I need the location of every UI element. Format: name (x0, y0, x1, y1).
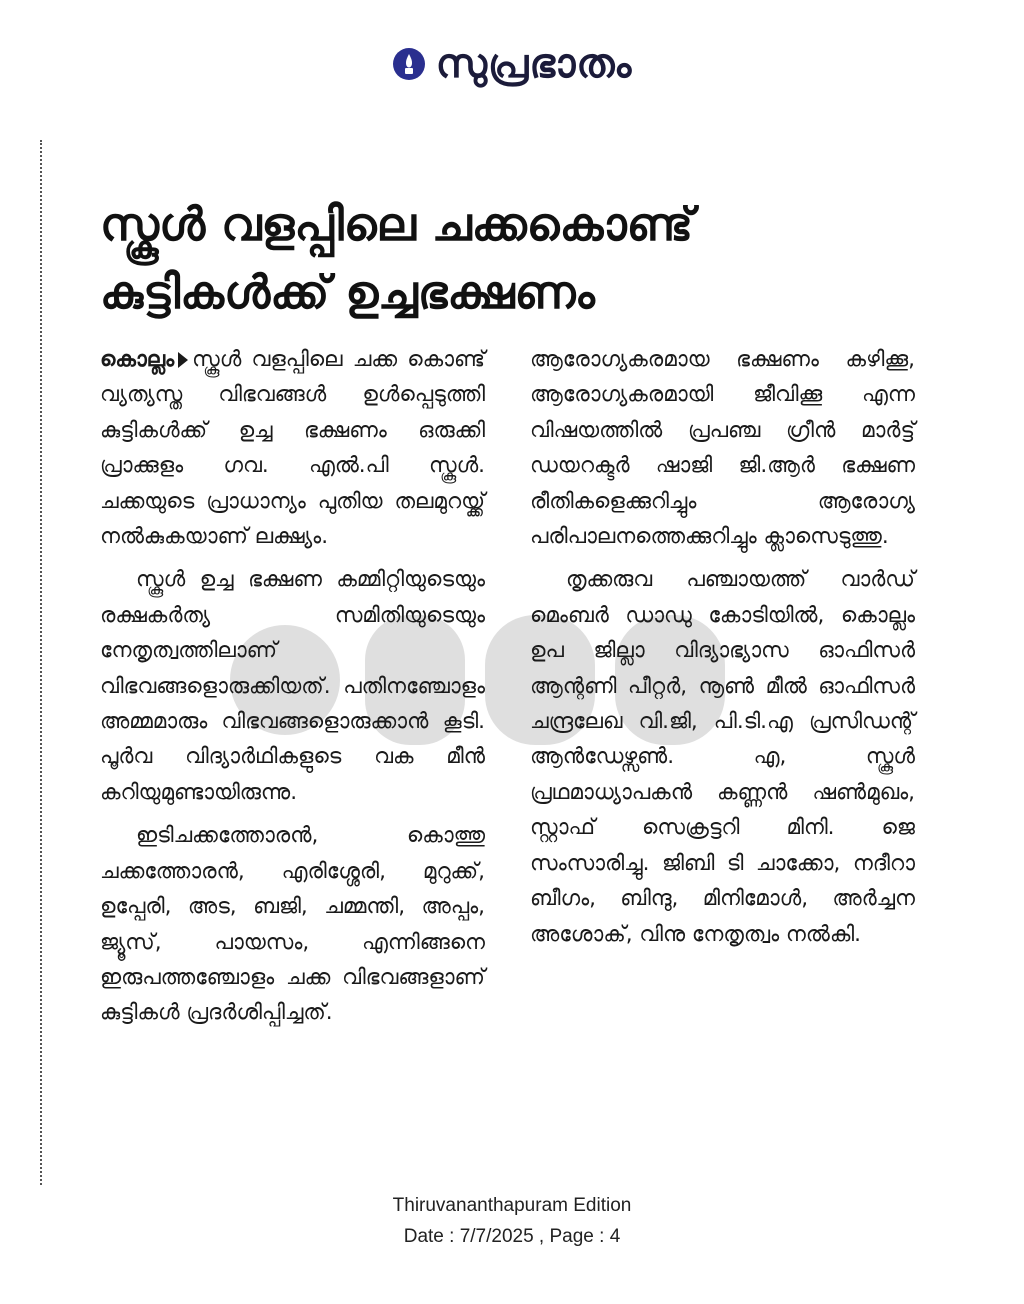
masthead-title: സുപ്രഭാതം (435, 41, 633, 87)
paragraph-text: സ്കൂൾ വളപ്പിലെ ചക്ക കൊണ്ട് വ്യത്യസ്ത വിഭവങ്ങൾ ഉൾപ്പെടുത്തി കുട്ടികൾക്ക് ഉച്ച ഭക്ഷണം ഒരുക്കി പ്രാക്കുളം ഗവ. എൽ.പി സ്കൂൾ. ചക്കയുടെ പ്രാധാന്യം പുതിയ തലമുറയ്ക്ക് നൽകുകയാണ് ലക്ഷ്യം. (100, 347, 485, 550)
dateline-arrow-icon (178, 352, 188, 368)
paragraph: സ്കൂൾ ഉച്ച ഭക്ഷണ കമ്മിറ്റിയുടെയും രക്ഷകർത്യ സമിതിയുടെയും നേതൃത്വത്തിലാണ് വിഭവങ്ങളൊരുക്കിയത്. പതിനഞ്ചോളം അമ്മമാരും വിഭവങ്ങളൊരുക്കാൻ കൂടി. പൂർവ വിദ്യാർഥികളുടെ വക മീൻ കറിയുമുണ്ടായിരുന്നു. (100, 567, 485, 805)
column-divider (40, 140, 42, 1185)
article-column-2 (530, 342, 915, 1142)
headline-line-1: സ്കൂൾ വളപ്പിലെ ചക്കകൊണ്ട് (100, 197, 694, 251)
paragraph: തൃക്കരുവ പഞ്ചായത്ത് വാർഡ് മെംബർ ഡാഡു കോടിയിൽ, കൊല്ലം ഉപ ജില്ലാ വിദ്യാഭ്യാസ ഓഫിസർ ആന്റണി പീറ്റർ, നൂൺ മീൽ ഓഫിസർ ചന്ദ്രലേഖ വി.ജി, പി.ടി.എ പ്രസിഡന്റ് ആൻഡേഴ്സൺ. എ, സ്കൂൾ പ്രഥമാധ്യാപകൻ കണ്ണൻ ഷൺമുഖം, സ്റ്റാഫ് സെക്രട്ടറി മിനി. ജെ സംസാരിച്ചു. ജിബി ടി ചാക്കോ, നദീറാ ബീഗം, ബിന്ദു, മിനിമോൾ, അർച്ചന അശോക്, വിനു നേതൃത്വം നൽകി. (530, 567, 915, 947)
masthead (0, 34, 1024, 94)
date-page-label: Date : 7/7/2025 , Page : 4 (403, 1226, 621, 1247)
paragraph: ഇടിചക്കത്തോരൻ, കൊത്തു ചക്കത്തോരൻ, എരിശ്ശേരി, മുറുക്ക്, ഉപ്പേരി, അട, ബജി, ചമ്മന്തി, അപ്പം, ജ്യൂസ്, പായസം, എന്നിങ്ങനെ ഇരുപത്തഞ്ചോളം ചക്ക വിഭവങ്ങളാണ് കുട്ടികൾ പ്രദർശിപ്പിച്ചത്. (100, 823, 485, 1026)
dateline: കൊല്ലം (100, 347, 175, 372)
article-header (100, 190, 920, 326)
headline-line-2: കുട്ടികൾക്ക് ഉച്ചഭക്ഷണം (100, 265, 595, 319)
headline (100, 190, 920, 326)
article-body (100, 342, 915, 1142)
paragraph (100, 342, 485, 554)
suprabhaatham-logo-icon (392, 47, 426, 81)
page-footer (0, 1190, 1024, 1252)
article-column-1 (100, 342, 485, 1142)
edition-label: Thiruvananthapuram Edition (392, 1195, 632, 1216)
paragraph: ആരോഗ്യകരമായ ഭക്ഷണം കഴിക്കൂ, ആരോഗ്യകരമായി ജീവിക്കൂ എന്ന വിഷയത്തിൽ പ്രപഞ്ച ഗ്രീൻ മാർട്ട് ഡയറക്ടർ ഷാജി ജി.ആർ ഭക്ഷണ രീതികളെക്കുറിച്ചും ആരോഗ്യ പരിപാലനത്തെക്കുറിച്ചും ക്ലാസെടുത്തു. (530, 347, 915, 550)
